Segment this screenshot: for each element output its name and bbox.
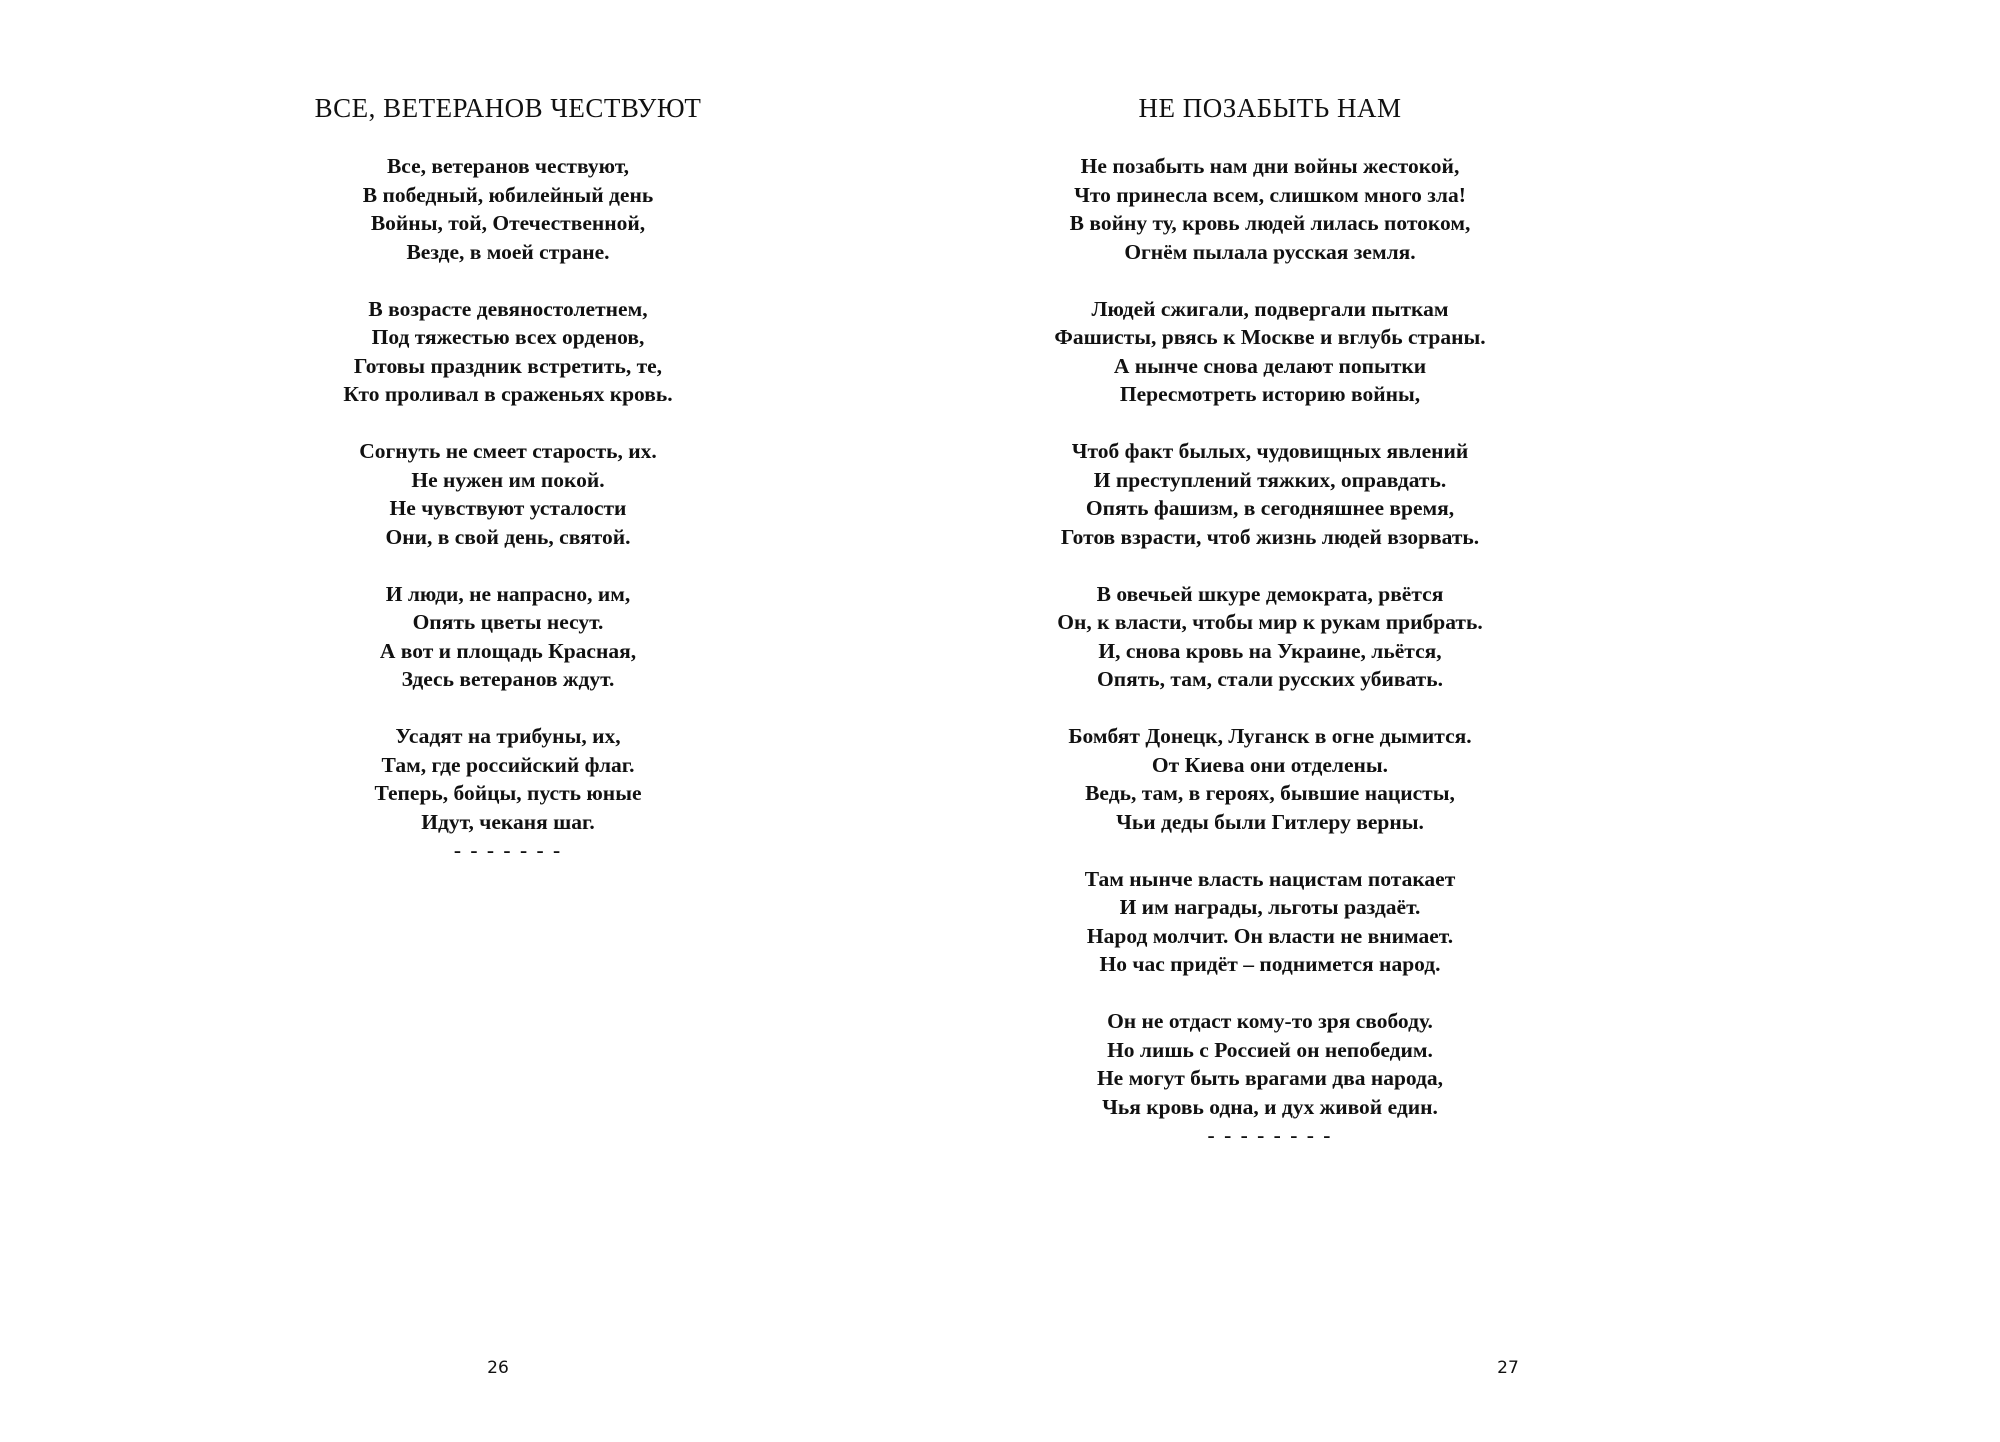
poem-line: Фашисты, рвясь к Москве и вглубь страны. bbox=[1054, 325, 1486, 349]
poem-line: Но час придёт – поднимется народ. bbox=[1099, 952, 1441, 976]
poem-line: Войны, той, Отечественной, bbox=[370, 211, 646, 235]
poem-line: Везде, в моей стране. bbox=[406, 239, 610, 264]
poem-line: Усадят на трибуны, их, bbox=[395, 724, 621, 748]
poem-line: Пересмотреть историю войны, bbox=[1119, 382, 1421, 406]
poem-line: Опять фашизм, в сегодняшнее время, bbox=[1085, 496, 1455, 520]
page-number-right: 27 bbox=[1497, 1358, 1519, 1378]
poem-line: Готов взрасти, чтоб жизнь людей взорвать. bbox=[1060, 524, 1480, 549]
poem-line: И люди, не напрасно, им, bbox=[385, 581, 631, 606]
poem-line: Там нынче власть нацистам потакает bbox=[1084, 866, 1456, 891]
poem-line: Чтоб факт былых, чудовищных явлений bbox=[1071, 439, 1469, 463]
poem-line: Не нужен им покой. bbox=[411, 467, 605, 492]
poem-line: Теперь, бойцы, пусть юные bbox=[374, 781, 642, 805]
poem-line: Огнём пылала русская земля. bbox=[1124, 239, 1416, 264]
poem-line: Опять цветы несут. bbox=[412, 610, 604, 634]
poem-line: Все, ветеранов чествуют, bbox=[386, 154, 630, 178]
poem-line: Не позабыть нам дни войны жестокой, bbox=[1080, 154, 1460, 178]
poem-line: В возрасте девяностолетнем, bbox=[368, 296, 648, 321]
poem-line: Под тяжестью всех орденов, bbox=[371, 325, 645, 349]
poem-line: Он не отдаст кому-то зря свободу. bbox=[1107, 1009, 1433, 1033]
poem-line: И, снова кровь на Украине, льётся, bbox=[1098, 638, 1442, 663]
page-number-left: 26 bbox=[487, 1358, 509, 1378]
poem-line: Там, где российский флаг. bbox=[381, 752, 635, 777]
stanza bbox=[1000, 295, 1540, 409]
poem-line: Он, к власти, чтобы мир к рукам прибрать. bbox=[1057, 610, 1483, 634]
stanza bbox=[0, 580, 1016, 694]
poem-line: Чьи деды были Гитлеру верны. bbox=[1116, 809, 1424, 834]
stanza bbox=[1000, 865, 1540, 979]
poem-line: Не чувствуют усталости bbox=[389, 496, 627, 520]
poem-line: Народ молчит. Он власти не внимает. bbox=[1086, 923, 1454, 948]
stanza bbox=[0, 437, 1016, 551]
poem-line: И преступлений тяжких, оправдать. bbox=[1093, 467, 1447, 492]
poem-right bbox=[1000, 152, 1540, 1150]
poem-line: От Киева они отделены. bbox=[1151, 752, 1389, 777]
poem-end-divider: - - - - - - - bbox=[453, 838, 563, 862]
stanza bbox=[1000, 722, 1540, 836]
poem-title-left: ВСЕ, ВЕТЕРАНОВ ЧЕСТВУЮТ bbox=[314, 93, 702, 123]
poem-line: Но лишь с Россией он непобедим. bbox=[1107, 1037, 1433, 1062]
poem-line: В овечьей шкуре демократа, рвётся bbox=[1096, 581, 1444, 606]
right-page bbox=[1000, 0, 2000, 1442]
poem-line: А нынче снова делают попытки bbox=[1113, 353, 1427, 378]
poem-line: В войну ту, кровь людей лилась потоком, bbox=[1069, 211, 1471, 235]
poem-line: Бомбят Донецк, Луганск в огне дымится. bbox=[1068, 724, 1472, 748]
poem-line: Согнуть не смеет старость, их. bbox=[359, 439, 657, 463]
stanza bbox=[1000, 152, 1540, 266]
poem-line: Идут, чеканя шаг. bbox=[421, 809, 595, 834]
poem-line: Чья кровь одна, и дух живой един. bbox=[1102, 1094, 1438, 1119]
poem-line: Людей сжигали, подвергали пыткам bbox=[1091, 296, 1449, 321]
poem-line: И им награды, льготы раздаёт. bbox=[1119, 895, 1421, 919]
poem-left bbox=[0, 152, 1016, 865]
poem-line: Ведь, там, в героях, бывшие нацисты, bbox=[1085, 781, 1455, 805]
poem-line: Кто проливал в сраженьях кровь. bbox=[343, 382, 673, 406]
poem-line: Опять, там, стали русских убивать. bbox=[1097, 667, 1443, 691]
poem-line: Готовы праздник встретить, те, bbox=[353, 353, 663, 378]
stanza bbox=[1000, 437, 1540, 551]
poem-line: В победный, юбилейный день bbox=[362, 182, 654, 207]
poem-line: А вот и площадь Красная, bbox=[379, 638, 637, 663]
stanza bbox=[0, 722, 1016, 836]
stanza bbox=[1000, 1007, 1540, 1121]
poem-title-right: НЕ ПОЗАБЫТЬ НАМ bbox=[1138, 93, 1402, 123]
poem-line: Что принесла всем, слишком много зла! bbox=[1074, 182, 1466, 207]
poem-end-divider: - - - - - - - - bbox=[1207, 1123, 1333, 1147]
poem-line: Они, в свой день, святой. bbox=[385, 524, 631, 549]
stanza bbox=[0, 295, 1016, 409]
poem-line: Не могут быть врагами два народа, bbox=[1096, 1066, 1444, 1090]
stanza bbox=[1000, 580, 1540, 694]
stanza bbox=[0, 152, 1016, 266]
poem-line: Здесь ветеранов ждут. bbox=[401, 667, 615, 691]
